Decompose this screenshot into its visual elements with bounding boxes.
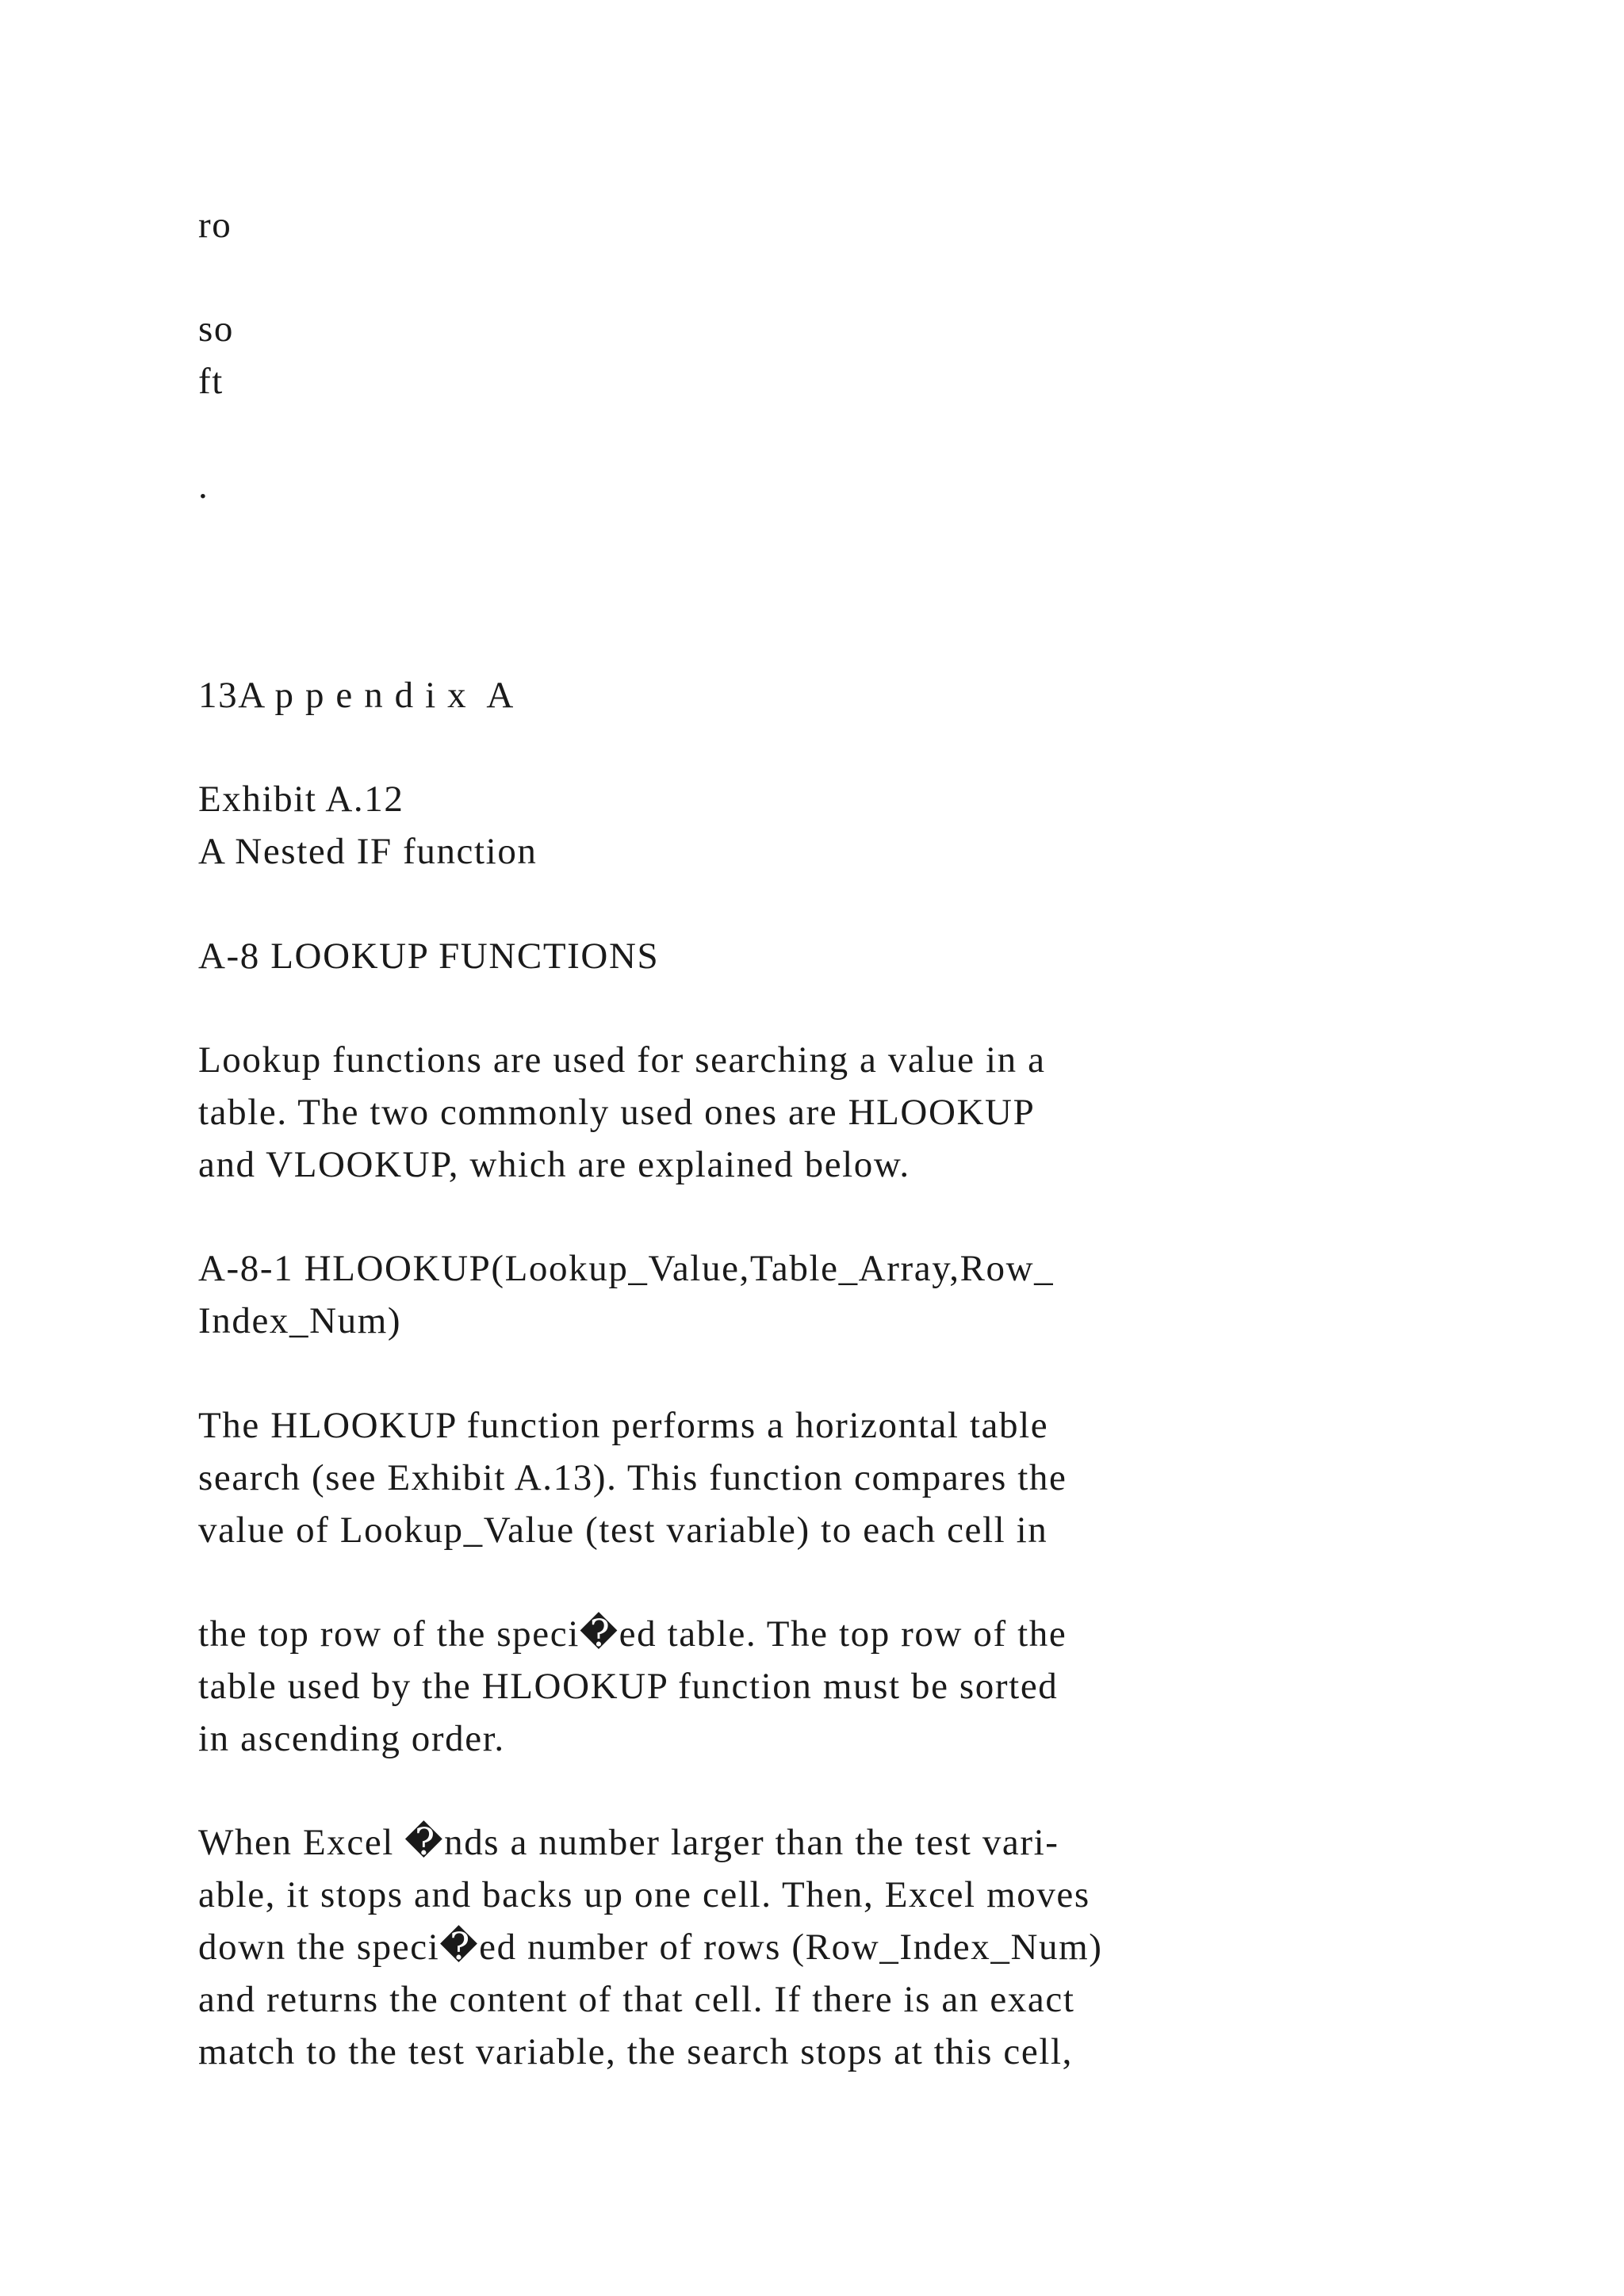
paragraph-1-line: search (see Exhibit A.13). This function compares the (198, 1457, 1067, 1498)
intro-line: and VLOOKUP, which are explained below. (198, 1144, 910, 1185)
paragraph-2-line: in ascending order. (198, 1718, 505, 1759)
paragraph-2-line: table used by the HLOOKUP function must be sorted (198, 1666, 1059, 1707)
paragraph-3-line: When Excel �nds a number larger than the test vari- (198, 1822, 1059, 1863)
running-head: 13A p p e n d i x A (198, 675, 515, 716)
header-fragment-so: so (198, 308, 234, 350)
paragraph-3-line: able, it stops and backs up one cell. Then, Excel moves (198, 1874, 1090, 1915)
header-fragment-dot: . (198, 465, 209, 507)
intro-line: table. The two commonly used ones are HLOOKUP (198, 1092, 1036, 1133)
intro-line: Lookup functions are used for searching a value in a (198, 1039, 1046, 1081)
header-fragment-ft: ft (198, 361, 224, 402)
section-heading: A-8 LOOKUP FUNCTIONS (198, 936, 660, 977)
header-fragment-ro: ro (198, 205, 232, 246)
paragraph-2-line: the top row of the speci�ed table. The top row of the (198, 1613, 1067, 1655)
paragraph-1-line: value of Lookup_Value (test variable) to each cell in (198, 1510, 1048, 1551)
paragraph-1-line: The HLOOKUP function performs a horizontal table (198, 1405, 1049, 1446)
subsection-heading-line: Index_Num) (198, 1300, 402, 1341)
paragraph-3-line: match to the test variable, the search stops at this cell, (198, 2031, 1073, 2072)
exhibit-caption: A Nested IF function (198, 831, 538, 872)
exhibit-number: Exhibit A.12 (198, 779, 404, 820)
paragraph-3-line: down the speci�ed number of rows (Row_Index_Num) (198, 1927, 1103, 1968)
subsection-heading-line: A-8-1 HLOOKUP(Lookup_Value,Table_Array,Row_ (198, 1248, 1055, 1289)
paragraph-3-line: and returns the content of that cell. If there is an exact (198, 1979, 1075, 2020)
